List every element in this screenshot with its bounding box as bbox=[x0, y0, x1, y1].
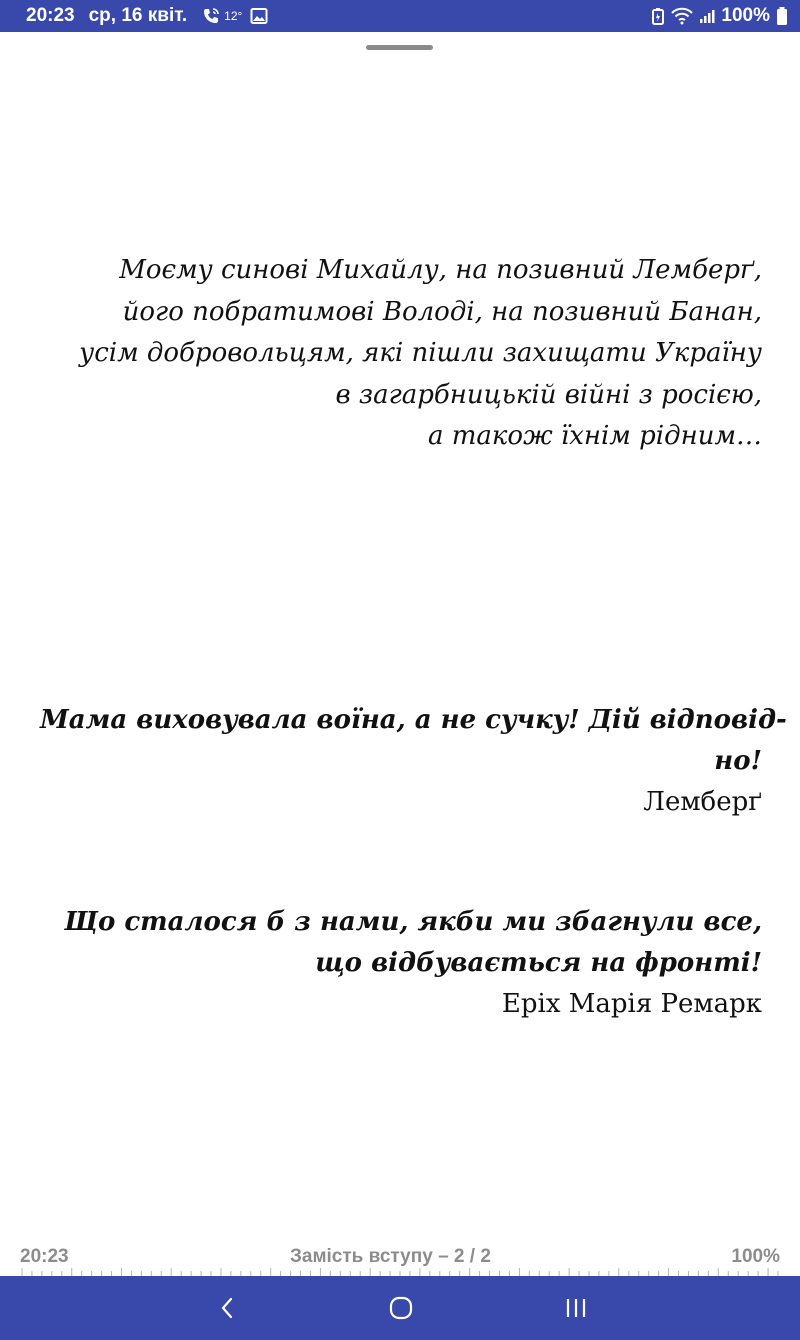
epigraph-author: Лемберґ bbox=[643, 787, 762, 817]
back-icon bbox=[216, 1296, 240, 1320]
epigraph-remarque bbox=[40, 902, 762, 1025]
status-time: 20:23 bbox=[26, 5, 75, 26]
dedication-line: усім добровольцям, які пішли захищати Україну bbox=[79, 338, 762, 368]
epigraph-quote-line: Мама виховувала воїна, а не сучку! Дій відповід- bbox=[40, 705, 787, 735]
reader-footer bbox=[20, 1246, 780, 1270]
back-button[interactable] bbox=[206, 1288, 250, 1328]
battery-icon bbox=[776, 6, 788, 26]
dedication-line: Моєму синові Михайлу, на позивний Лемберґ, bbox=[119, 255, 762, 285]
dedication-line: а також їхнім рідним… bbox=[427, 421, 762, 451]
battery-percent: 100% bbox=[721, 5, 770, 26]
navigation-bar bbox=[0, 1276, 800, 1340]
recent-apps-icon bbox=[563, 1296, 589, 1320]
footer-chapter-progress: Замість вступу – 2 / 2 bbox=[290, 1246, 491, 1267]
epigraph-quote-line: Що сталося б з нами, якби ми збагнули все, bbox=[64, 907, 762, 937]
battery-saver-icon bbox=[651, 7, 665, 25]
drag-handle[interactable] bbox=[366, 45, 433, 50]
footer-time: 20:23 bbox=[20, 1246, 69, 1267]
epigraph-lemberg bbox=[40, 700, 787, 823]
dedication-line: його побратимові Володі, на позивний Банан, bbox=[122, 296, 762, 327]
dedication-line: в загарбницькій війні з росією, bbox=[335, 379, 762, 410]
dedication bbox=[40, 250, 762, 458]
status-temperature: 12° bbox=[224, 9, 243, 23]
epigraph-quote-line: но! bbox=[714, 746, 762, 776]
wifi-call-icon bbox=[201, 6, 221, 26]
wifi-icon bbox=[671, 7, 693, 25]
signal-icon bbox=[699, 8, 715, 24]
home-icon bbox=[388, 1295, 414, 1321]
footer-percent: 100% bbox=[731, 1246, 780, 1267]
epigraph-author: Еріх Марія Ремарк bbox=[501, 989, 762, 1019]
status-bar bbox=[0, 0, 800, 32]
status-date: ср, 16 квіт. bbox=[88, 5, 188, 26]
home-button[interactable] bbox=[379, 1288, 423, 1328]
epigraph-quote-line: що відбувається на фронті! bbox=[315, 948, 762, 978]
gallery-icon bbox=[250, 7, 268, 25]
recent-apps-button[interactable] bbox=[554, 1288, 598, 1328]
